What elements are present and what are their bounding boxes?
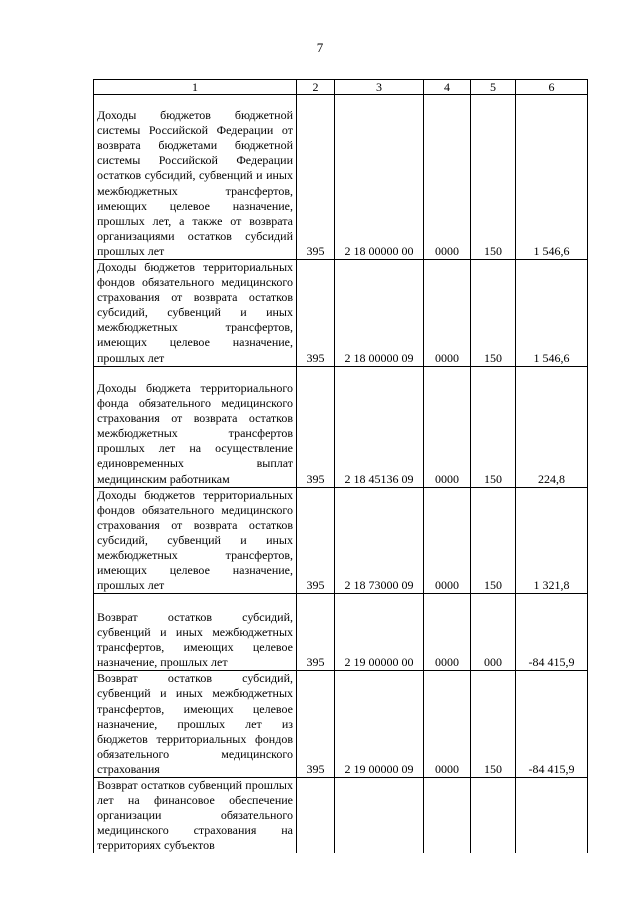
budget-code: 2 18 73000 09 [335, 487, 424, 594]
kind-code: 150 [471, 487, 516, 594]
table-row [94, 487, 588, 594]
budget-code: 2 19 00000 09 [335, 671, 424, 778]
table-row [94, 671, 588, 778]
admin-code: 395 [297, 260, 335, 367]
sub-code: 0000 [424, 594, 471, 671]
amount [516, 777, 588, 853]
table-row [94, 95, 588, 260]
table-header-row [94, 80, 588, 95]
kind-code: 150 [471, 95, 516, 260]
row-description: Доходы бюджетов бюджетной системы Российской Федерации от возврата бюджетами бюджетной системы Российской Федерации остатков субсидий, субвенций и иных межбюджетных трансфертов, имеющих целевое назначение, прошлых лет, а также от возврата организациями остатков субсидий прошлых лет [94, 95, 297, 260]
budget-code: 2 18 00000 09 [335, 260, 424, 367]
header-cell: 5 [471, 80, 516, 95]
admin-code: 395 [297, 366, 335, 487]
header-cell: 4 [424, 80, 471, 95]
row-description: Возврат остатков субвенций прошлых лет на финансовое обеспечение организации обязательного медицинского страхования на территориях субъектов [94, 777, 297, 853]
budget-code: 2 18 45136 09 [335, 366, 424, 487]
kind-code: 150 [471, 366, 516, 487]
sub-code: 0000 [424, 366, 471, 487]
sub-code: 0000 [424, 671, 471, 778]
admin-code: 395 [297, 95, 335, 260]
row-description: Возврат остатков субсидий, субвенций и иных межбюджетных трансфертов, имеющих целевое назначение, прошлых лет [94, 594, 297, 671]
amount: 224,8 [516, 366, 588, 487]
kind-code [471, 777, 516, 853]
budget-code [335, 777, 424, 853]
table-row [94, 366, 588, 487]
sub-code: 0000 [424, 95, 471, 260]
header-cell: 3 [335, 80, 424, 95]
sub-code: 0000 [424, 260, 471, 367]
row-description: Доходы бюджетов территориальных фондов обязательного медицинского страхования от возврата остатков субсидий, субвенций и иных межбюджетных трансфертов, имеющих целевое назначение, прошлых лет [94, 260, 297, 367]
amount: 1 546,6 [516, 95, 588, 260]
kind-code: 150 [471, 260, 516, 367]
admin-code: 395 [297, 594, 335, 671]
header-cell: 2 [297, 80, 335, 95]
row-description: Доходы бюджетов территориальных фондов обязательного медицинского страхования от возврата остатков субсидий, субвенций и иных межбюджетных трансфертов, имеющих целевое назначение, прошлых лет [94, 487, 297, 594]
row-description: Возврат остатков субсидий, субвенций и иных межбюджетных трансфертов, имеющих целевое назначение, прошлых лет из бюджетов территориальных фондов обязательного медицинского страхования [94, 671, 297, 778]
header-cell: 6 [516, 80, 588, 95]
admin-code: 395 [297, 671, 335, 778]
budget-table [93, 79, 588, 853]
page-number: 7 [316, 40, 324, 55]
amount: -84 415,9 [516, 671, 588, 778]
row-description: Доходы бюджета территориального фонда обязательного медицинского страхования от возврата остатков межбюджетных трансфертов прошлых лет на осуществление единовременных выплат медицинским работникам [94, 366, 297, 487]
amount: 1 546,6 [516, 260, 588, 367]
budget-code: 2 19 00000 00 [335, 594, 424, 671]
header-cell: 1 [94, 80, 297, 95]
sub-code: 0000 [424, 487, 471, 594]
kind-code: 150 [471, 671, 516, 778]
kind-code: 000 [471, 594, 516, 671]
admin-code: 395 [297, 487, 335, 594]
table-row [94, 594, 588, 671]
table-row [94, 777, 588, 853]
sub-code [424, 777, 471, 853]
budget-code: 2 18 00000 00 [335, 95, 424, 260]
amount: 1 321,8 [516, 487, 588, 594]
amount: -84 415,9 [516, 594, 588, 671]
admin-code [297, 777, 335, 853]
table-row [94, 260, 588, 367]
